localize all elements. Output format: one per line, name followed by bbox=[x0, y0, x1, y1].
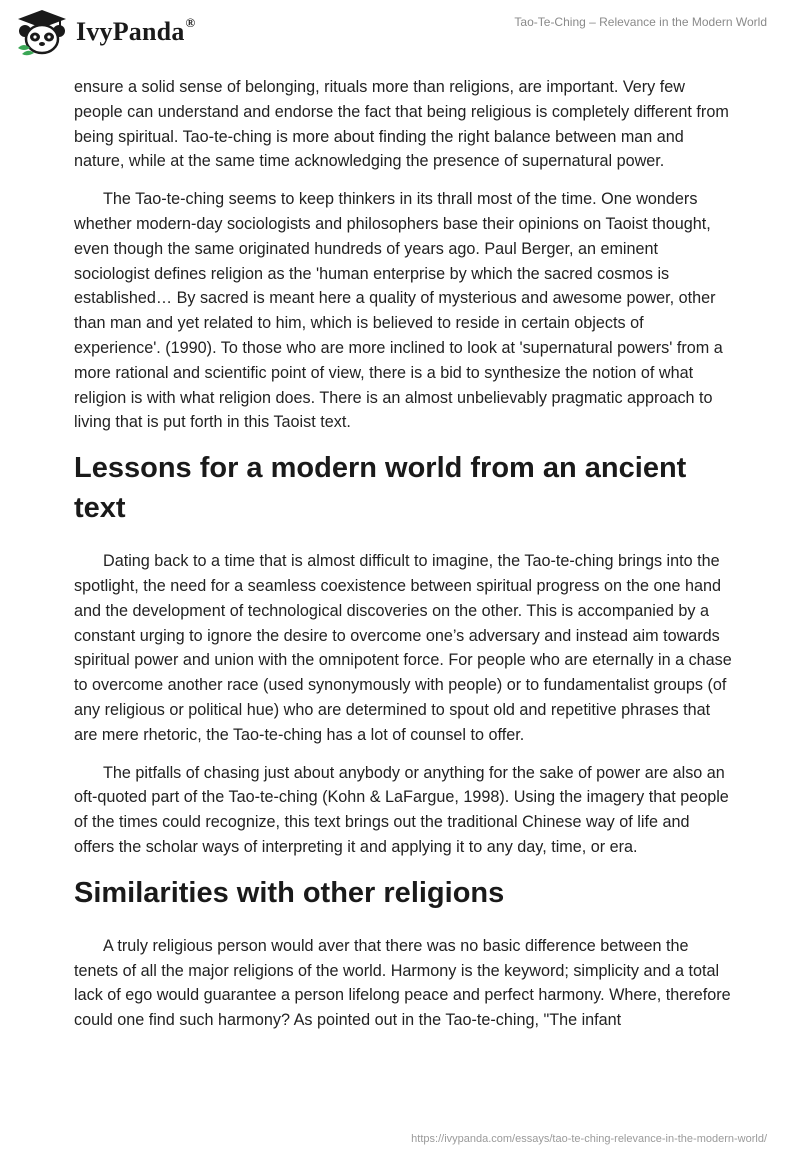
logo-wordmark: IvyPanda bbox=[76, 17, 185, 46]
paragraph-5: A truly religious person would aver that there was no basic difference between the tenets of all the major religions of the world. Harmony is the keyword; simplicity and a total lack of ego would guarantee a person lifelong peace and perfect harmony. Where, therefore could one find such harmony? As pointed out in the Tao-te-ching, "The infant bbox=[74, 936, 731, 1030]
source-url-link[interactable]: https://ivypanda.com/essays/tao-te-ching-relevance-in-the-modern-world/ bbox=[411, 1133, 767, 1145]
section-heading-similarities: Similarities with other religions bbox=[74, 876, 505, 909]
paragraph-1: ensure a solid sense of belonging, rituals more than religions, are important. Very few people can understand and endorse the fact that being religious is completely different from being spiritual. Tao-te-ching is more about finding the right balance between man and nature, while at the same time acknowledging the presence of supernatural power. bbox=[74, 78, 729, 171]
ivypanda-logo[interactable] bbox=[14, 8, 195, 56]
section-heading-lessons: Lessons for a modern world from an ancient text bbox=[74, 452, 687, 525]
paragraph-2: The Tao-te-ching seems to keep thinkers in its thrall most of the time. One wonders whether modern-day sociologists and philosophers base their opinions on Taoist thought, even though the same originated hundreds of years ago. Paul Berger, an eminent sociologist defines religion as the 'human enterprise by which the sacred cosmos is established… By sacred is meant here a quality of mysterious and awesome power, other than man and yet related to him, which is believed to reside in certain objects of experience'. (1990). To those who are more inclined to look at 'supernatural powers' from a more rational and scientific point of view, there is a bid to synthesize the notion of what religion is with what religion does. There is an almost unbelievably pragmatic approach to living that is put forth in this Taoist text. bbox=[74, 190, 723, 432]
document-title: Tao-Te-Ching – Relevance in the Modern World bbox=[514, 15, 767, 29]
essay-content bbox=[74, 75, 734, 1046]
page-header bbox=[0, 0, 800, 72]
paragraph-4: The pitfalls of chasing just about anybody or anything for the sake of power are also an oft-quoted part of the Tao-te-ching (Kohn & LaFargue, 1998). Using the imagery that people of the times could recognize, this text brings out the traditional Chinese way of life and offers the scholar ways of interpreting it and applying it to any day, time, or era. bbox=[74, 763, 729, 856]
registered-mark: ® bbox=[185, 15, 196, 30]
paragraph-3: Dating back to a time that is almost difficult to imagine, the Tao-te-ching brings into the spotlight, the need for a seamless coexistence between spiritual progress on the one hand and the development of technological discoveries on the other. This is accompanied by a constant urging to ignore the desire to overcome one’s adversary and instead aim towards spiritual power and union with the omnipotent force. For people who are eternally in a chase to overcome another race (used synonymously with people) or to fundamentalist groups (of any religious or political hue) who are determined to spout old and repetitive phrases that are mere rhetoric, the Tao-te-ching has a lot of counsel to offer. bbox=[74, 552, 732, 744]
logo-text bbox=[76, 17, 195, 47]
panda-graduation-cap-logo-icon bbox=[14, 8, 70, 56]
